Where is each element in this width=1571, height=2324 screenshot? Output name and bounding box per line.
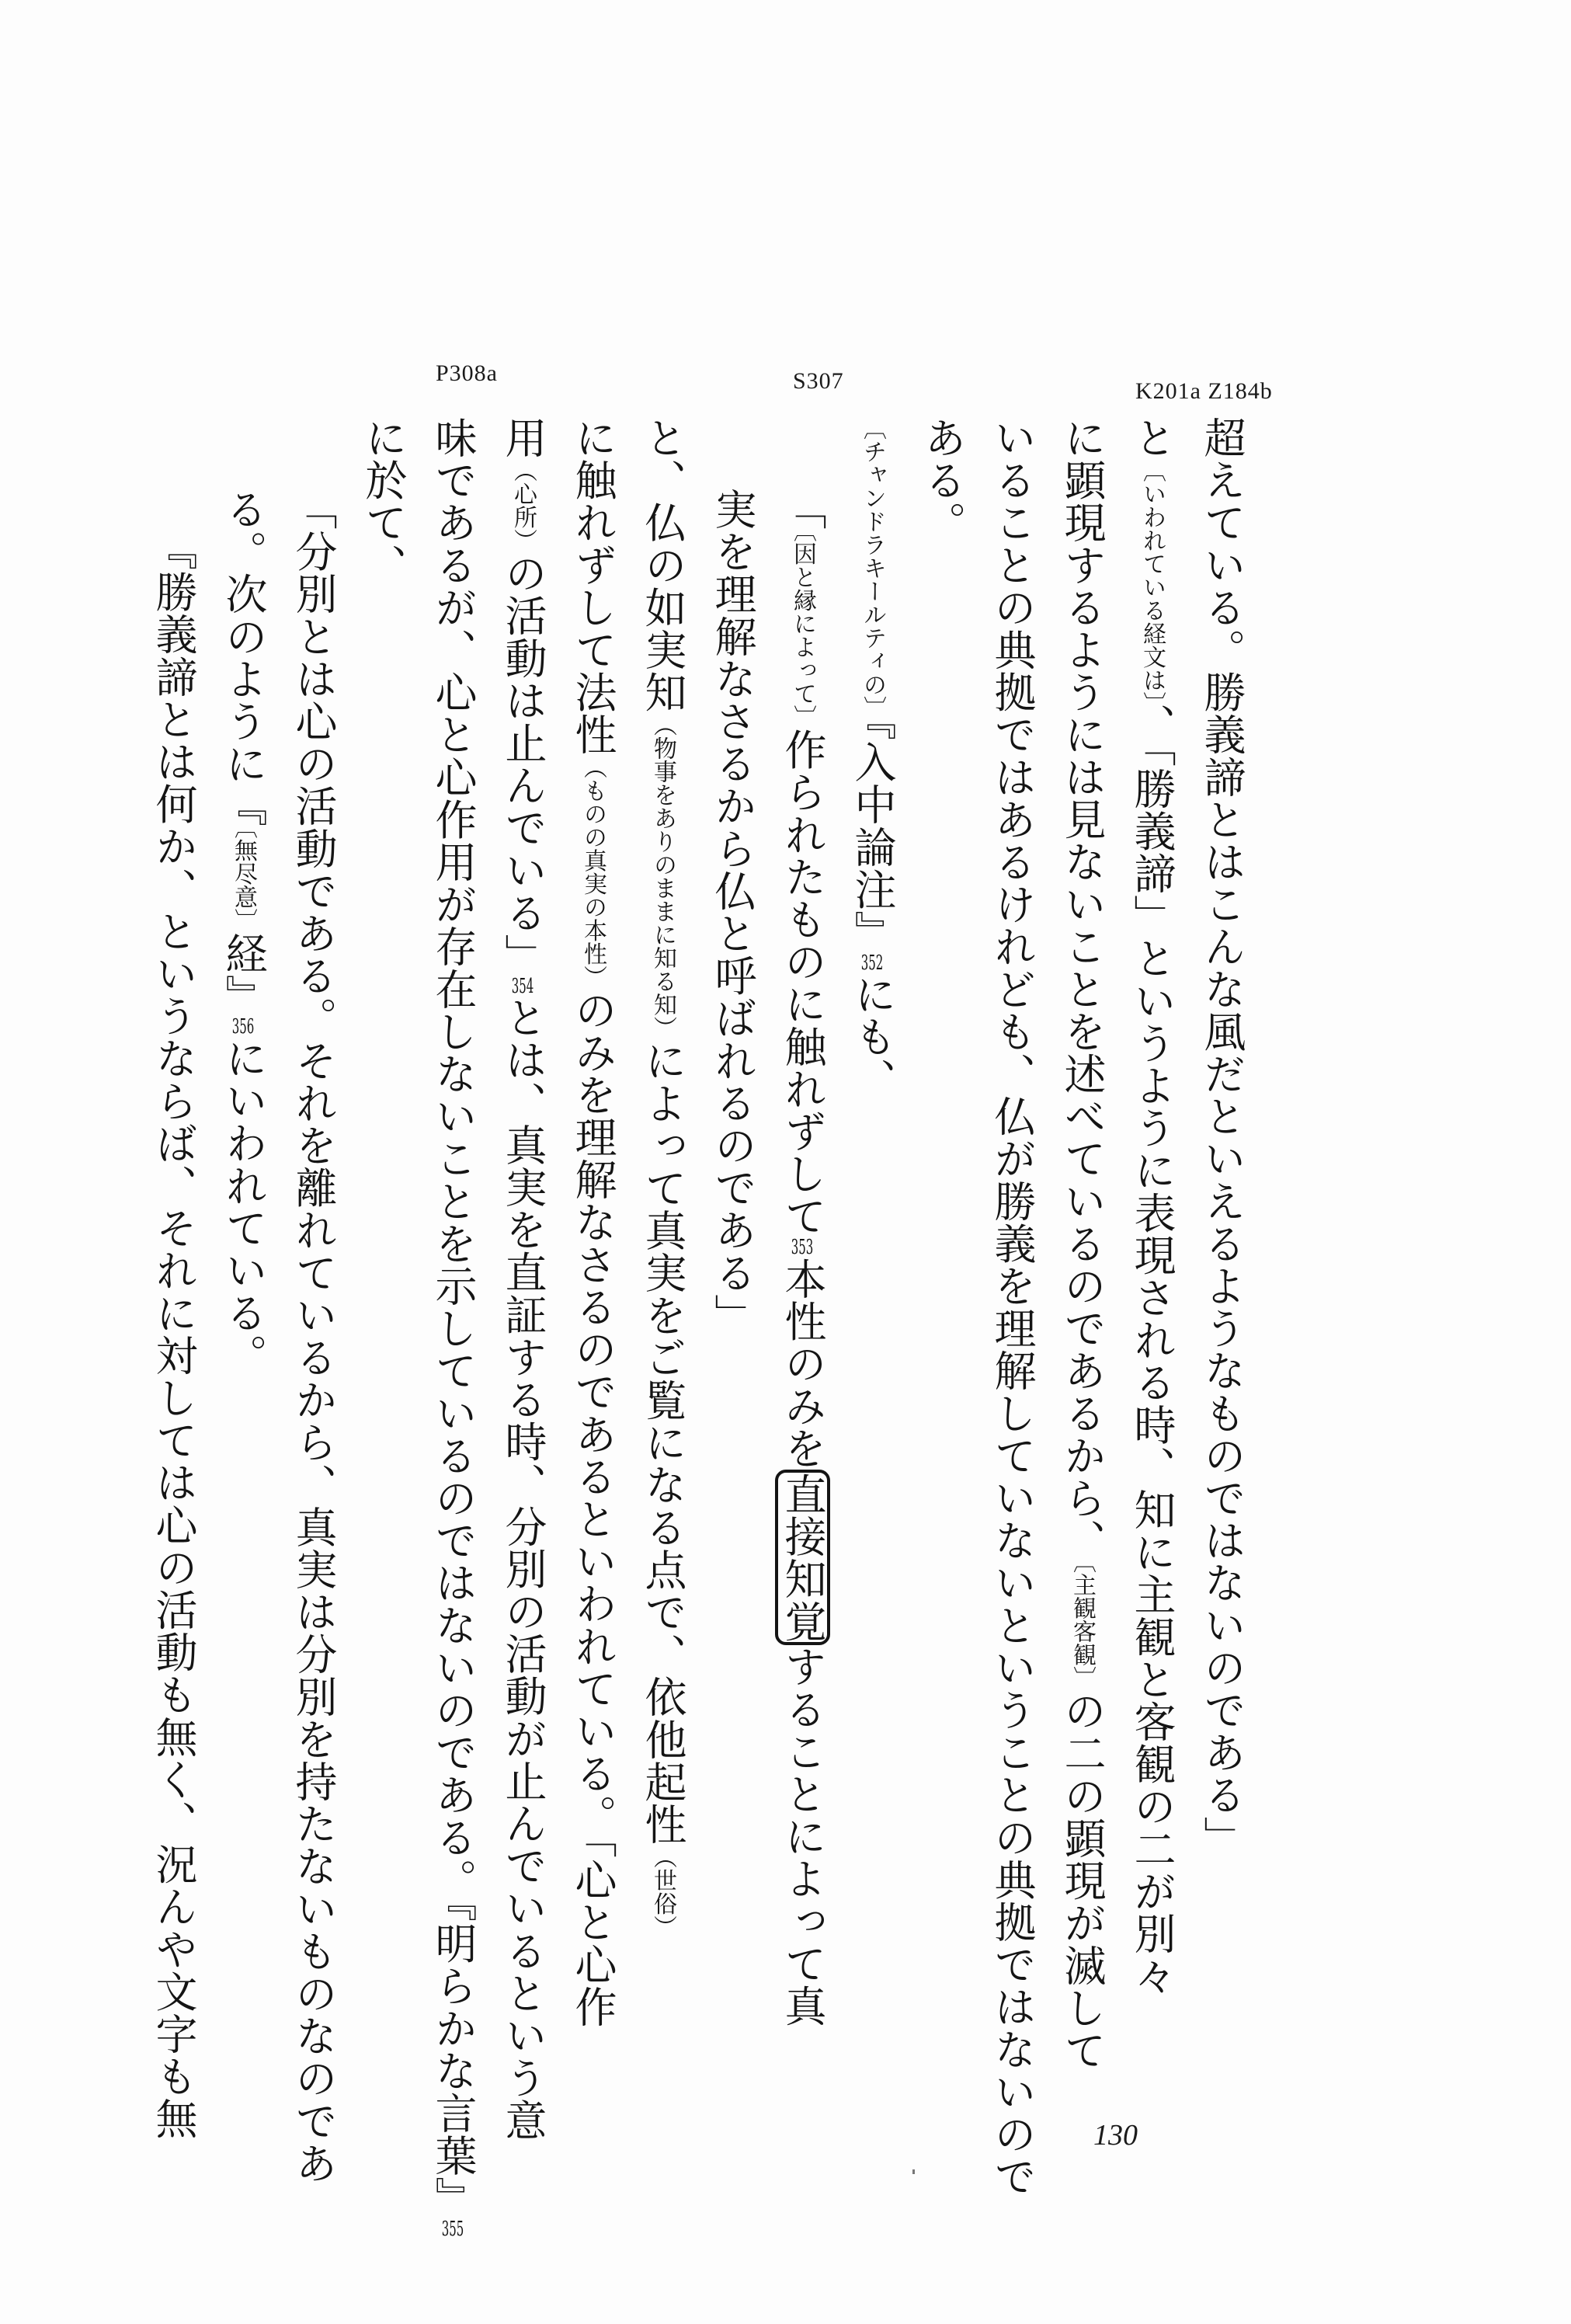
footnote-marker: 356 <box>231 1017 255 1038</box>
text-run: 本性のみを <box>778 1257 827 1470</box>
text-run: ある。 <box>918 416 967 544</box>
text-run: いることの典拠ではあるけれども、仏が勝義を理解していないということの典拠ではないので <box>988 416 1037 2198</box>
text-column-4 <box>987 416 1037 2197</box>
inline-note: 〔無尽意〕 <box>230 826 257 932</box>
text-column-6 <box>847 416 897 1100</box>
text-run: 「分別とは心の活動である。それを離れているから、真実は分別を持たないものなのであ <box>289 488 338 2184</box>
text-column-15 <box>218 488 268 1376</box>
text-run: に於て、 <box>359 416 408 586</box>
text-run: の二の顕現が滅して <box>1058 1689 1107 2072</box>
inline-note: （世俗） <box>649 1845 676 1939</box>
text-column-7 <box>777 488 827 2027</box>
text-run: 『入中論注』 <box>848 719 897 953</box>
text-column-9 <box>638 416 687 1939</box>
text-run: 作られたものに触れずして <box>778 728 827 1237</box>
scan-speck <box>912 2169 915 2174</box>
text-column-16 <box>148 528 198 2140</box>
text-run: 味であるが、心と心作用が存在しないことを示しているのではないのである。『明らかな言葉』 <box>429 416 478 2219</box>
text-run: 用 <box>499 416 547 459</box>
text-column-13 <box>358 416 408 586</box>
text-run: る。次のように『 <box>219 488 268 827</box>
margin-ref-right: K201a Z184b <box>1135 378 1273 404</box>
text-run: 超えている。勝義諦とはこんな風だといえるようなものではないのである」 <box>1197 416 1246 1859</box>
text-run: のみを理解なさるのであるといわれている。「心と心作 <box>568 988 617 2028</box>
text-column-10 <box>568 416 617 2028</box>
text-column-12 <box>428 416 478 2239</box>
text-column-3 <box>1057 416 1107 2072</box>
text-run: に顕現するようには見ないことを述べているのであるから、 <box>1058 416 1107 1562</box>
text-column-14 <box>288 488 338 2184</box>
footnote-marker: 355 <box>441 2218 464 2239</box>
text-column-1 <box>1197 416 1246 1858</box>
text-run: することによって真 <box>778 1645 827 2027</box>
text-run: 『勝義諦とは何か、というならば、それに対しては心の活動も無く、況んや文字も無 <box>149 528 198 2140</box>
text-run: の活動は止んでいる」 <box>499 551 547 976</box>
text-run: 実を理解なさるから仏と呼ばれるのである」 <box>708 488 757 1336</box>
footnote-marker: 354 <box>511 976 534 997</box>
page-number: 130 <box>1093 2119 1138 2152</box>
text-run: 経』 <box>219 931 268 1018</box>
margin-ref-left: P308a <box>436 360 498 386</box>
text-run: によって真実をご覧になる点で、依他起性 <box>638 1039 687 1846</box>
text-run: と、仏の如実知 <box>638 416 687 714</box>
text-run: 「 <box>778 488 827 531</box>
inline-note: 〔チャンドラキールティの〕 <box>859 416 886 719</box>
inline-note: （ものの真実の本性） <box>579 755 607 989</box>
text-run: と <box>1128 416 1177 459</box>
text-column-11 <box>498 416 547 2141</box>
text-column-5 <box>917 416 967 544</box>
footnote-marker: 352 <box>860 952 884 973</box>
inline-note: （物事をありのままに知る知） <box>649 713 676 1040</box>
footnote-marker: 353 <box>791 1237 814 1258</box>
inline-note: （心所） <box>509 458 537 552</box>
text-run: にいわれている。 <box>219 1037 268 1376</box>
text-column-8 <box>707 488 757 1336</box>
boxed-term: 直接知覚 <box>775 1470 830 1645</box>
inline-note: 〔いわれている経文は〕 <box>1138 458 1166 704</box>
text-run: とは、真実を直証する時、分別の活動が止んでいるという意 <box>499 996 547 2141</box>
text-run: に触れずして法性 <box>568 416 617 756</box>
inline-note: 〔因と縁によって〕 <box>789 530 816 729</box>
margin-ref-middle: S307 <box>793 368 844 394</box>
text-run: 、「勝義諦」というように表現される時、知に主観と客観の二が別々 <box>1128 703 1177 1998</box>
inline-note: 〔主観客観〕 <box>1069 1561 1096 1690</box>
text-column-2 <box>1127 416 1177 1997</box>
text-run: にも、 <box>848 972 897 1101</box>
